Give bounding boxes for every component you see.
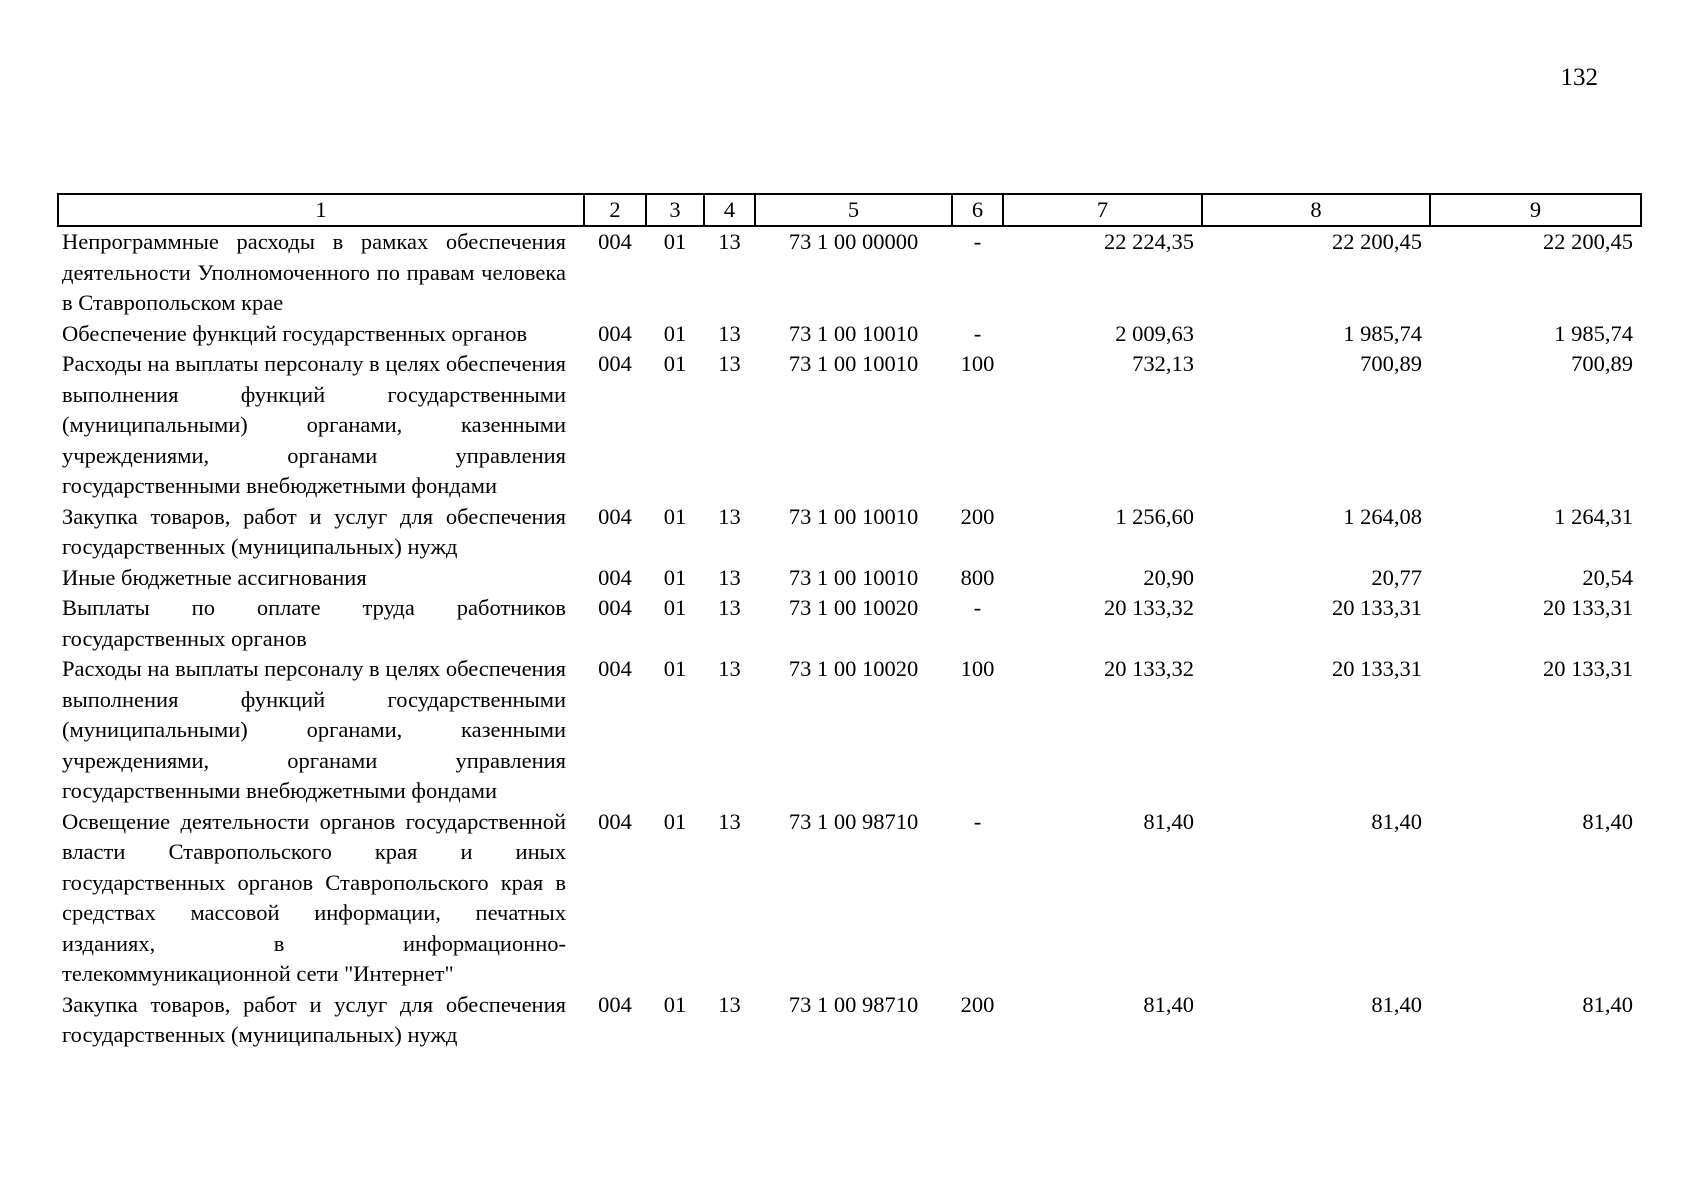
cell-col2: 004: [598, 320, 632, 346]
cell-col3: 01: [663, 320, 687, 346]
table-row: [58, 563, 1641, 594]
table-row: [58, 502, 1641, 563]
cell-col4: 13: [718, 656, 741, 681]
cell-col2: 004: [598, 595, 632, 620]
budget-table: [57, 193, 1642, 1051]
row-name: Освещение деятельности органов государственной власти Ставропольского края и иных государственных органов Ставропольского края в средствах массовой информации, печатных изданиях, в информационно-телекоммуникационной сети "Интернет": [62, 808, 566, 986]
cell-col8: 20 133,31: [1332, 595, 1422, 620]
column-header-7: 7: [1003, 194, 1202, 226]
cell-col4: 13: [718, 351, 741, 376]
cell-col9: 20,54: [1582, 564, 1633, 590]
cell-col6: 200: [960, 503, 995, 529]
cell-col5: 73 1 00 00000: [788, 229, 919, 254]
cell-col9: 22 200,45: [1543, 229, 1633, 254]
table-row: [58, 226, 1641, 319]
row-name: Расходы на выплаты персоналу в целях обеспечения выполнения функций государственными (муниципальными) органами, казенными учреждениями, органами управления государственными внебюджетными фондами: [62, 351, 566, 498]
table-row: [58, 990, 1641, 1051]
cell-col3: 01: [663, 503, 687, 529]
cell-col3: 01: [663, 229, 687, 254]
column-header-3: 3: [646, 194, 704, 226]
cell-col8: 20 133,31: [1332, 656, 1422, 681]
cell-col9: 20 133,31: [1543, 656, 1633, 681]
cell-col5: 73 1 00 98710: [788, 991, 919, 1017]
cell-col5: 73 1 00 10010: [788, 503, 919, 529]
cell-col5: 73 1 00 10020: [788, 595, 919, 620]
cell-col4: 13: [718, 808, 741, 834]
cell-col6: 100: [960, 656, 995, 681]
cell-col7: 22 224,35: [1104, 229, 1194, 254]
row-name: Иные бюджетные ассигнования: [62, 564, 367, 590]
cell-col4: 13: [718, 564, 741, 590]
row-name: Закупка товаров, работ и услуг для обеспечения государственных (муниципальных) нужд: [62, 503, 566, 559]
table-row: [58, 654, 1641, 807]
cell-col8: 81,40: [1371, 808, 1422, 834]
cell-col9: 81,40: [1582, 808, 1633, 834]
cell-col6: 200: [960, 991, 995, 1017]
cell-col6: -: [973, 320, 982, 346]
column-header-9: 9: [1430, 194, 1641, 226]
cell-col2: 004: [598, 991, 632, 1017]
cell-col6: -: [973, 595, 982, 620]
cell-col3: 01: [663, 595, 687, 620]
cell-col3: 01: [663, 656, 687, 681]
table-row: [58, 807, 1641, 990]
column-header-4: 4: [704, 194, 755, 226]
cell-col7: 20,90: [1143, 564, 1194, 590]
cell-col2: 004: [598, 808, 632, 834]
cell-col7: 2 009,63: [1115, 320, 1194, 346]
cell-col4: 13: [718, 991, 741, 1017]
cell-col4: 13: [718, 320, 741, 346]
cell-col3: 01: [663, 991, 687, 1017]
cell-col2: 004: [598, 229, 632, 254]
row-name: Обеспечение функций государственных органов: [62, 320, 528, 346]
column-header-1: 1: [58, 194, 584, 226]
cell-col9: 20 133,31: [1543, 595, 1633, 620]
cell-col7: 732,13: [1132, 351, 1194, 376]
cell-col4: 13: [718, 229, 741, 254]
cell-col8: 1 264,08: [1343, 503, 1422, 529]
cell-col7: 81,40: [1143, 808, 1194, 834]
cell-col9: 1 264,31: [1554, 503, 1633, 529]
cell-col3: 01: [663, 351, 687, 376]
cell-col5: 73 1 00 10020: [788, 656, 919, 681]
cell-col9: 700,89: [1571, 351, 1633, 376]
cell-col7: 1 256,60: [1115, 503, 1194, 529]
cell-col9: 1 985,74: [1554, 320, 1633, 346]
row-name: Расходы на выплаты персоналу в целях обеспечения выполнения функций государственными (муниципальными) органами, казенными учреждениями, органами управления государственными внебюджетными фондами: [62, 656, 566, 803]
cell-col6: 100: [960, 351, 995, 376]
column-header-6: 6: [952, 194, 1003, 226]
cell-col8: 1 985,74: [1343, 320, 1422, 346]
column-header-8: 8: [1202, 194, 1430, 226]
cell-col7: 20 133,32: [1104, 595, 1194, 620]
cell-col6: -: [973, 808, 982, 834]
row-name: Закупка товаров, работ и услуг для обеспечения государственных (муниципальных) нужд: [62, 991, 566, 1047]
cell-col8: 700,89: [1360, 351, 1422, 376]
page-number: 132: [1560, 64, 1598, 91]
cell-col8: 20,77: [1371, 564, 1422, 590]
table-row: [58, 593, 1641, 654]
cell-col2: 004: [598, 656, 632, 681]
column-header-5: 5: [755, 194, 952, 226]
cell-col3: 01: [663, 808, 687, 834]
row-name: Непрограммные расходы в рамках обеспечения деятельности Уполномоченного по правам человека в Ставропольском крае: [62, 229, 566, 315]
cell-col6: 800: [960, 564, 995, 590]
cell-col5: 73 1 00 98710: [788, 808, 919, 834]
table-row: [58, 319, 1641, 350]
row-name: Выплаты по оплате труда работников государственных органов: [62, 595, 566, 651]
cell-col8: 81,40: [1371, 991, 1422, 1017]
cell-col5: 73 1 00 10010: [788, 351, 919, 376]
cell-col6: -: [973, 229, 982, 254]
cell-col2: 004: [598, 564, 632, 590]
cell-col4: 13: [718, 503, 741, 529]
cell-col9: 81,40: [1582, 991, 1633, 1017]
cell-col5: 73 1 00 10010: [788, 320, 919, 346]
cell-col8: 22 200,45: [1332, 229, 1422, 254]
cell-col4: 13: [718, 595, 741, 620]
cell-col7: 81,40: [1143, 991, 1194, 1017]
header-row: [58, 194, 1641, 226]
cell-col5: 73 1 00 10010: [788, 564, 919, 590]
cell-col7: 20 133,32: [1104, 656, 1194, 681]
table-row: [58, 349, 1641, 502]
cell-col3: 01: [663, 564, 687, 590]
column-header-2: 2: [584, 194, 646, 226]
cell-col2: 004: [598, 503, 632, 529]
cell-col2: 004: [598, 351, 632, 376]
